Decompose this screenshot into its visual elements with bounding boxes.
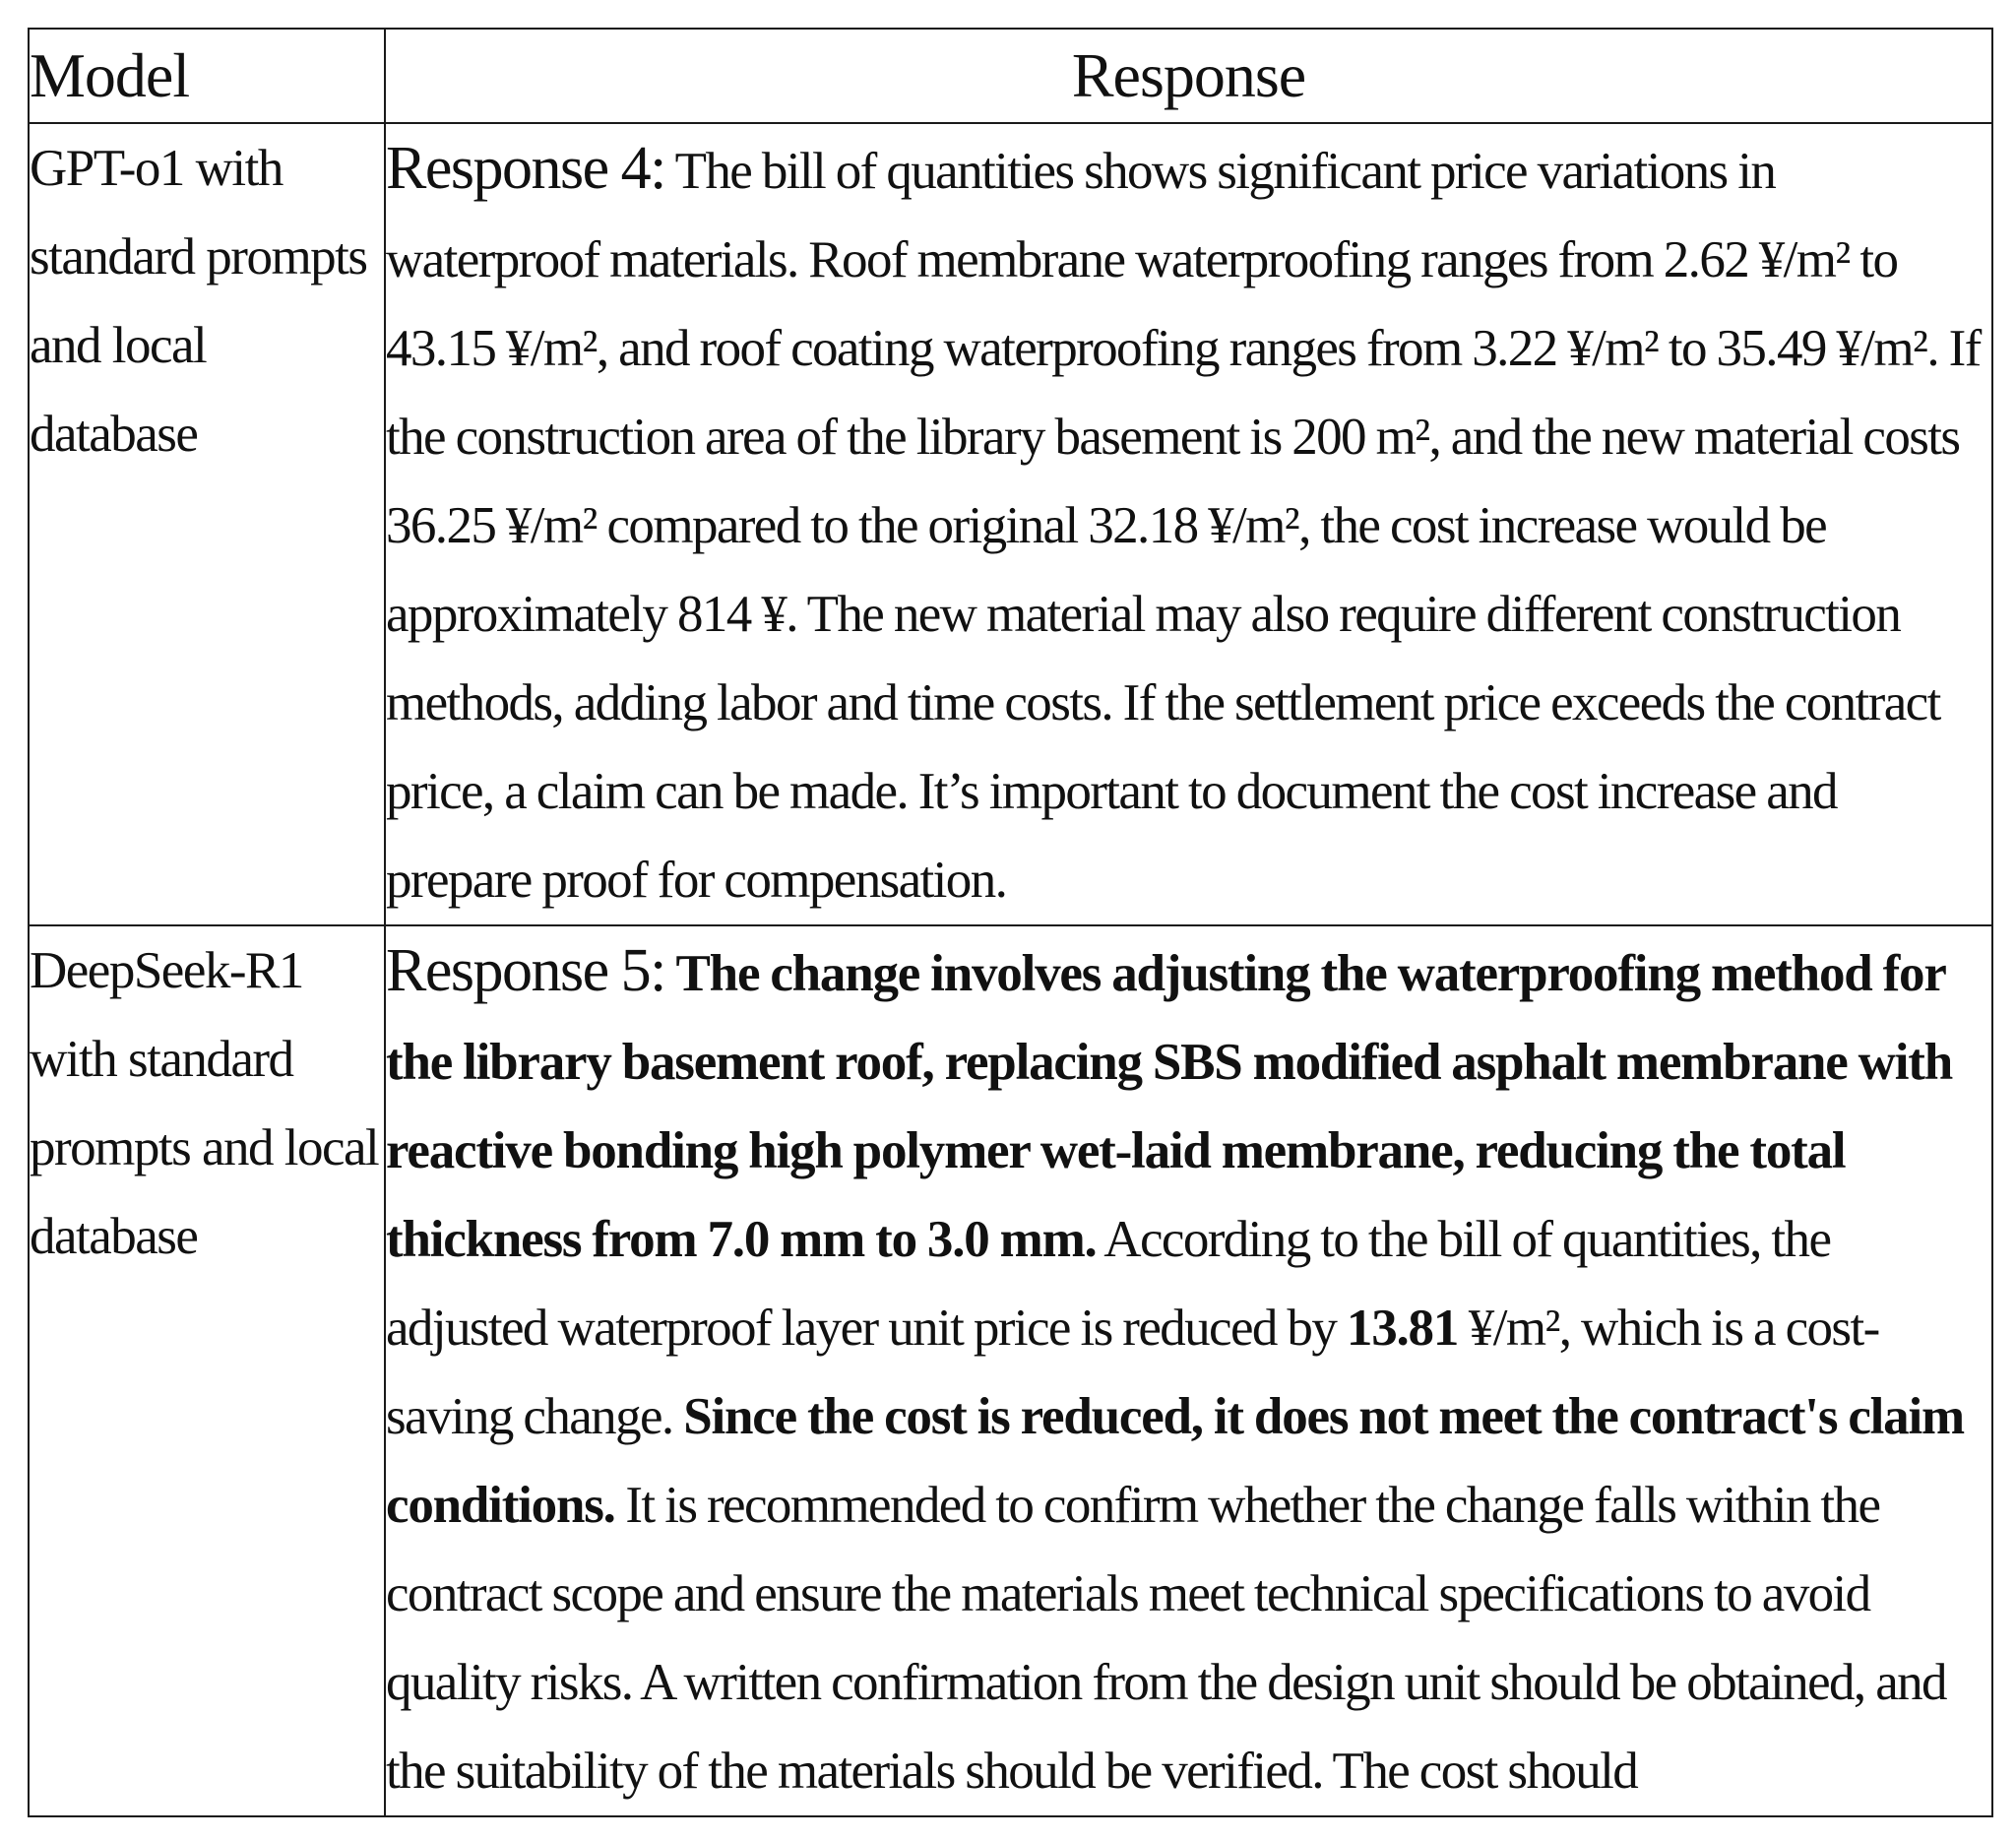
response-cell [385,925,1992,1816]
response-text-segment: ¥/m², which is a cost-saving change. [386,1300,1879,1445]
model-name-cell: DeepSeek-R1 with standard prompts and local database [29,925,385,1816]
table-row-deepseek-r1 [29,925,1992,1816]
response-comparison-table [28,28,1993,1817]
response-text-segment: It is recommended to confirm whether the change falls within the contract scope and ensure the materials meet technical specifications to avoid quality risks. A written confirmation from the design unit should be obtained, and the suitability of the materials should be verified. The cost should [386,1477,1946,1800]
model-column-header: Model [29,29,385,123]
response-text: The bill of quantities shows significant price variations in waterproof materials. Roof membrane waterproofing ranges from 2.62 ¥/m² to 43.15 ¥/m², and roof coating waterproofing ranges from 3.22 ¥/m² to 35.49 ¥/m². If the construction area of the library basement is 200 m², and the new material costs 36.25 ¥/m² compared to the original 32.18 ¥/m², the cost increase would be approximately 814 ¥. The new material may also require different construction methods, adding labor and time costs. If the settlement price exceeds the contract price, a claim can be made. It’s important to document the cost increase and prepare proof for compensation. [386,143,1981,909]
response-text-bold-segment: Since the cost is reduced, it does not meet the contract's claim conditions. [386,1388,1964,1534]
response-text-segment [665,945,676,1002]
table-row-gpt-o1 [29,123,1992,925]
response-text-segment: According to the bill of quantities, the adjusted waterproof layer unit price is reduced by [386,1211,1831,1357]
response-label: Response 4: [386,135,665,202]
header-row [29,29,1992,123]
response-cell [385,123,1992,925]
response-column-header: Response [385,29,1992,123]
response-text-bold-segment: 13.81 [1346,1300,1459,1357]
response-text-bold-segment: The change involves adjusting the waterproofing method for the library basement roof, replacing SBS modified asphalt membrane with reactive bonding high polymer wet-laid membrane, reducing the total thickness from 7.0 mm to 3.0 mm. [386,945,1953,1268]
response-label: Response 5: [386,937,665,1004]
model-name-cell: GPT-o1 with standard prompts and local database [29,123,385,925]
